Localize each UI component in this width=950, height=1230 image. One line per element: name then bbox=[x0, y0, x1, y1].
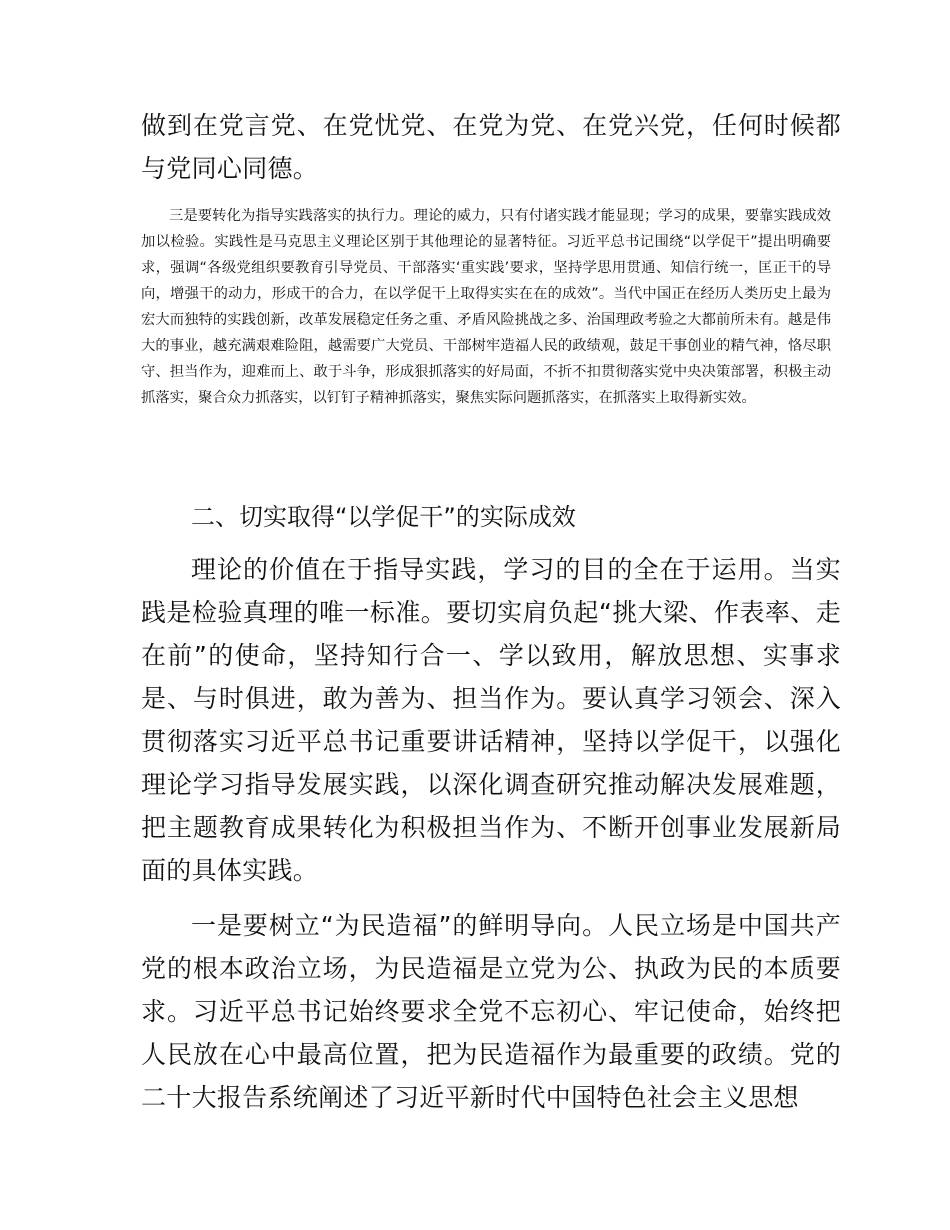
section-heading: 二、切实取得“以学促干”的实际成效 bbox=[191, 503, 576, 531]
paragraph-continuation: 做到在党言党、在党忧党、在党为党、在党兴党，任何时候都与党同心同德。 bbox=[141, 111, 841, 183]
paragraph-practice-execution: 三是要转化为指导实践落实的执行力。理论的威力，只有付诸实践才能显现；学习的成果，要靠实践成效加以检验。实践性是马克思主义理论区别于其他理论的显著特征。习近平总书记围绕“以学促干”提出明确要求，强调“各级党组织要教育引导党员、干部落实‘重实践’要求，坚持学思用贯通、知信行统一，匡正干的导向，增强干的动力，形成干的合力，在以学促干上取得实实在在的成效”。当代中国正在经历人类历史上最为宏大而独特的实践创新，改革发展稳定任务之重、矛盾风险挑战之多、治国理政考验之大都前所未有。越是伟大的事业，越充满艰难险阻，越需要广大党员、干部树牢造福人民的政绩观，鼓足干事创业的精气神，恪尽职守、担当作为，迎难而上、敢于斗争，形成狠抓落实的好局面，不折不扣贯彻落实党中央决策部署，积极主动抓落实，聚合众力抓落实，以钉钉子精神抓落实，聚焦实际问题抓落实，在抓落实上取得新实效。 bbox=[141, 208, 831, 406]
paragraph-theory-value: 理论的价值在于指导实践，学习的目的全在于运用。当实践是检验真理的唯一标准。要切实肩负起“挑大梁、作表率、走在前”的使命，坚持知行合一、学以致用，解放思想、实事求是、与时俱进，敢为善为、担当作为。要认真学习领会、深入贯彻落实习近平总书记重要讲话精神，坚持以学促干，以强化理论学习指导发展实践，以深化调查研究推动解决发展难题，把主题教育成果转化为积极担当作为、不断开创事业发展新局面的具体实践。 bbox=[141, 555, 841, 885]
paragraph-serve-people: 一是要树立“为民造福”的鲜明导向。人民立场是中国共产党的根本政治立场，为民造福是立党为公、执政为民的本质要求。习近平总书记始终要求全党不忘初心、牢记使命，始终把人民放在心中最高位置，把为民造福作为最重要的政绩。党的二十大报告系统阐述了习近平新时代中国特色社会主义思想 bbox=[141, 911, 841, 1112]
